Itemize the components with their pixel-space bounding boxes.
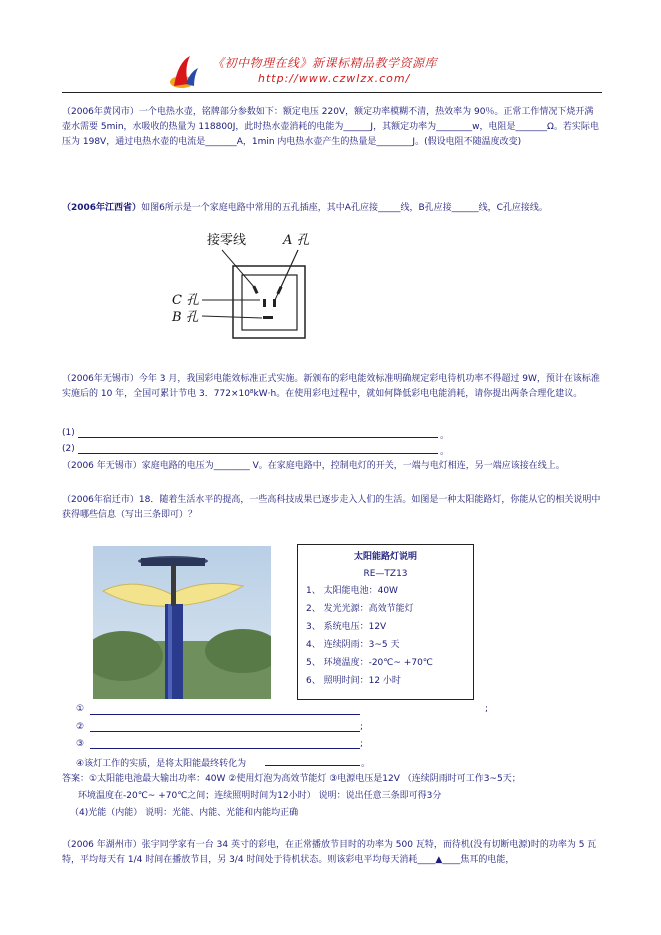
question-2-source: （2006年江西省） [62,203,142,213]
answer-key-line-2: 环境温度在-20℃~ +70℃之间；连续照明时间为12小时） 说明：说出任意三条即可得3分 [78,791,442,801]
answer-key-line-1: 答案：①太阳能电池最大输出功率：40W ②使用灯泡为高效节能灯 ③电源电压是12V （连续阴雨时可工作3~5天； [62,774,521,784]
header-url[interactable]: http://www.czwlzx.com/ [258,72,411,85]
socket-label-b: B 孔 [172,310,199,325]
logo-icon [168,52,200,90]
header-divider [62,92,602,93]
question-5: （2006年宿迁市）18．随着生活水平的提高，一些高科技成果已逐步走入人们的生活。如图是一种太阳能路灯，你能从它的相关说明中获得哪些信息（写出三条即可）？ [62,495,601,520]
socket-outer-frame [233,266,305,338]
spec-model: RE—TZ13 [363,569,408,579]
question-6: （2006 年湖州市）张宇同学家有一台 34 英寸的彩电，在正常播放节目时的功率为 500 瓦特，而待机(没有切断电源)时的功率为 5 瓦特，平均每天有 1/4 时间在播放节目，另 3/4 时间处于待机状态。则该彩电平均每天消耗____▲____焦耳的电能， [62,840,597,865]
answer-2-label: ② [76,722,85,732]
question-3: （2006年无锡市）今年 3 月，我国彩电能效标准正式实施。新颁布的彩电能效标准明确规定彩电待机功率不得超过 9W，预计在该标准实施后的 10 年，全国可累计节电 3．772×10⁸kW·h。在使用彩电过程中，就如何降低彩电电能消耗，请你提出两条合理化建议。 [62,374,600,399]
answer-1-end: ; [485,704,489,714]
five-hole-socket-figure [150,228,345,346]
suggestion-2-label: (2) [62,444,75,454]
answer-4-end: 。 [361,759,371,769]
question-2 [62,201,602,216]
answer-4-label: ④该灯工作的实质，是将太阳能最终转化为 [76,759,247,769]
spec-item: 5、 环境温度：-20℃~ +70℃ [306,658,433,668]
spec-item: 6、 照明时间：12 小时 [306,676,401,686]
answer-key-line-3: （4)光能（内能） 说明：光能、内能、光能和内能均正确 [70,808,299,818]
answer-3-field[interactable] [90,748,360,749]
socket-label-c: C 孔 [172,293,200,308]
spec-item: 1、 太阳能电池：40W [306,586,398,596]
suggestion-1-field[interactable] [78,437,438,438]
answer-2-end: ; [360,722,364,732]
answer-4-field[interactable] [265,765,360,766]
question-1: （2006年黄冈市）一个电热水壶，铭牌部分参数如下：额定电压 220V，额定功率模糊不清，热效率为 90％。正常工作情况下烧开满壶水需要 5min，水吸收的热量为 118800J，此时热水壶消耗的电能为______J，其额定功率为________w，电阻是_______Ω。若实际电压为 198V，通过电热水壶的电流是_______A，1min 内电热水壶产生的热量是________J。(假设电阻不随温度改变) [62,107,599,147]
suggestion-2-end: 。 [440,447,450,457]
answer-2-field[interactable] [90,731,360,732]
solar-lamp-spec-box [297,544,474,700]
solar-street-lamp-photo [93,546,271,699]
spec-item: 3、 系统电压：12V [306,622,387,632]
spec-item: 4、 连续阴雨：3~5 天 [306,640,400,650]
answer-3-end: ; [360,739,364,749]
suggestion-1-label: (1) [62,428,75,438]
socket-label-a: A 孔 [283,233,310,248]
answer-1-label: ① [76,704,85,714]
answer-1-field[interactable] [90,714,360,715]
socket-label-neutral: 接零线 [207,233,247,248]
suggestion-2-field[interactable] [78,453,438,454]
suggestion-1-end: 。 [440,431,450,441]
question-2-text: 如图6所示是一个家庭电路中常用的五孔插座，其中A孔应接_____线，B孔应接______线，C孔应接线。 [141,203,548,213]
answer-3-label: ③ [76,739,85,749]
spec-title: 太阳能路灯说明 [353,552,417,562]
question-4: （2006 年无锡市）家庭电路的电压为________ V。在家庭电路中，控制电灯的开关，一端与电灯相连，另一端应该接在线上。 [62,461,565,471]
spec-item: 2、 发光光源：高效节能灯 [306,604,414,614]
header-title: 《初中物理在线》新课标精品教学资源库 [212,56,438,70]
